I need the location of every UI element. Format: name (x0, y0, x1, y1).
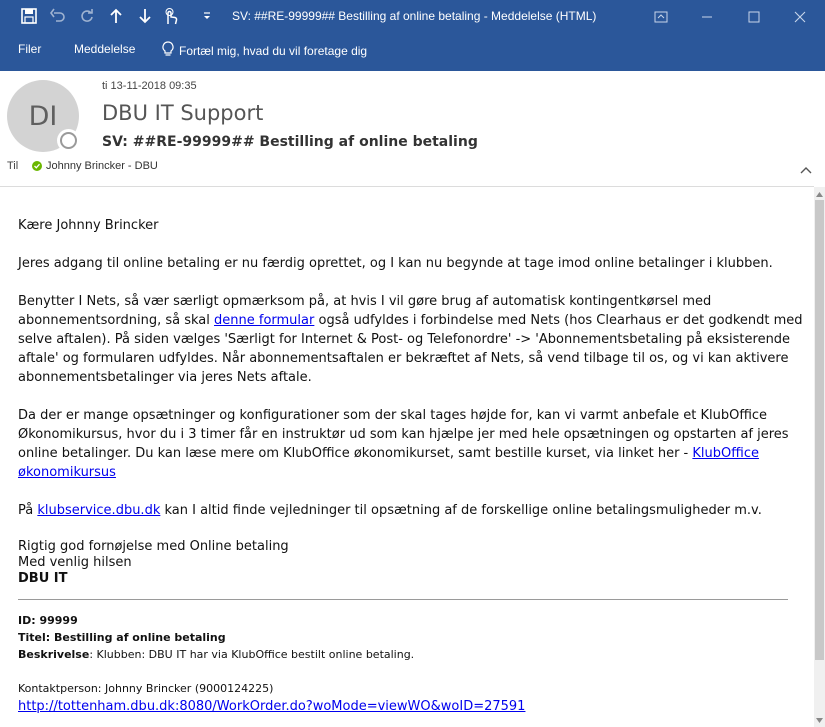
sender-name[interactable]: DBU IT Support (102, 101, 264, 125)
down-arrow-icon[interactable] (134, 5, 156, 27)
tab-file[interactable]: Filer (18, 42, 42, 56)
message-subject: SV: ##RE-99999## Bestilling af online betaling (102, 134, 478, 150)
redo-icon[interactable] (76, 5, 98, 27)
title-bar (0, 0, 825, 33)
paragraph-guides: På klubservice.dbu.dk kan I altid finde vejledninger til opsætning af de forskellige online betalingsmuligheder m.v. (18, 503, 762, 518)
maximize-icon[interactable] (731, 0, 777, 33)
klubservice-link[interactable]: klubservice.dbu.dk (37, 503, 161, 518)
course-link[interactable]: KlubOffice økonomikursus (18, 446, 759, 480)
window-title: SV: ##RE-99999## Bestilling af online betaling - Meddelelse (HTML) (232, 9, 597, 23)
form-link[interactable]: denne formular (214, 313, 315, 328)
paragraph-course: Da der er mange opsætninger og konfigurationer som der skal tages højde for, kan vi varmt anbefale et KlubOffice Økonomikursus, hvor du i 3 timer får en instruktør ud som kan hjælpe jer med hele opsætningen og opstarten af jeres online betalinger. Du kan læse mere om KlubOffice økonomikurset, samt bestille kurset, via linket her - KlubOffice økonomikursus (18, 408, 789, 480)
scroll-up-icon[interactable] (814, 187, 825, 201)
undo-icon[interactable] (47, 5, 69, 27)
ticket-desc: : Klubben: DBU IT har via KlubOffice bestilt online betaling. (89, 648, 415, 661)
greeting: Kære Johnny Brincker (18, 218, 159, 233)
collapse-header-icon[interactable] (799, 163, 813, 177)
workorder-link[interactable]: http://tottenham.dbu.dk:8080/WorkOrder.do?woMode=viewWO&woID=27591 (18, 699, 526, 714)
minimize-icon[interactable] (684, 0, 730, 33)
sent-date: ti 13-11-2018 09:35 (102, 80, 197, 92)
header-divider (0, 186, 814, 187)
sig-line-1: Rigtig god fornøjelse med Online betaling (18, 539, 289, 554)
sig-line-2: Med venlig hilsen (18, 555, 132, 570)
paragraph-nets: Benytter I Nets, så vær særligt opmærksom på, at hvis I vil gøre brug af automatisk kontingentkørsel med abonnementsordning, så skal denne formular også udfyldes i forbindelse med Nets (hos Clearhaus er det godkendt med selve aftalen). På siden vælges 'Særligt for Internet & Post- og Telefonordre' -> 'Abonnementsbetaling på eksisterende aftale' og formularen udfyldes. Når abonnementsaftalen er bekræftet af Nets, så vend tilbage til os, og vi kan aktivere abonnementsbetalinger via jeres Nets aftale. (18, 294, 803, 385)
recipient-name: Johnny Brincker - DBU (46, 160, 158, 172)
ticket-title-label: Titel: (18, 631, 51, 644)
tab-message[interactable]: Meddelelse (74, 42, 136, 56)
avatar-initials: DI (28, 100, 58, 132)
ticket-title: Bestilling af online betaling (50, 631, 226, 644)
ticket-meta (18, 612, 808, 663)
recipient[interactable] (32, 160, 158, 172)
available-check-icon (32, 161, 42, 171)
lightbulb-icon (162, 41, 174, 60)
scroll-down-icon[interactable] (814, 713, 825, 727)
up-arrow-icon[interactable] (105, 5, 127, 27)
customize-dropdown-icon[interactable] (196, 5, 218, 27)
ticket-id: ID: 99999 (18, 614, 78, 627)
ticket-desc-label: Beskrivelse (18, 648, 90, 661)
restore-ribbon-icon[interactable] (638, 0, 684, 33)
to-label: Til (7, 160, 19, 172)
divider-line (18, 599, 788, 600)
ribbon-tabs (0, 33, 825, 71)
tell-me-box[interactable] (162, 41, 367, 60)
touch-mode-icon[interactable] (160, 5, 182, 27)
signature (18, 539, 808, 587)
message-body (18, 216, 808, 716)
tell-me-label: Fortæl mig, hvad du vil foretage dig (179, 43, 368, 58)
sig-line-3: DBU IT (18, 571, 68, 586)
scrollbar-thumb[interactable] (815, 200, 824, 660)
contact-person: Kontaktperson: Johnny Brincker (9000124225) (18, 682, 274, 695)
presence-status-icon (57, 129, 80, 152)
close-icon[interactable] (777, 0, 823, 33)
paragraph-access: Jeres adgang til online betaling er nu færdig oprettet, og I kan nu begynde at tage imod online betalinger i klubben. (18, 256, 773, 271)
save-icon[interactable] (18, 5, 40, 27)
